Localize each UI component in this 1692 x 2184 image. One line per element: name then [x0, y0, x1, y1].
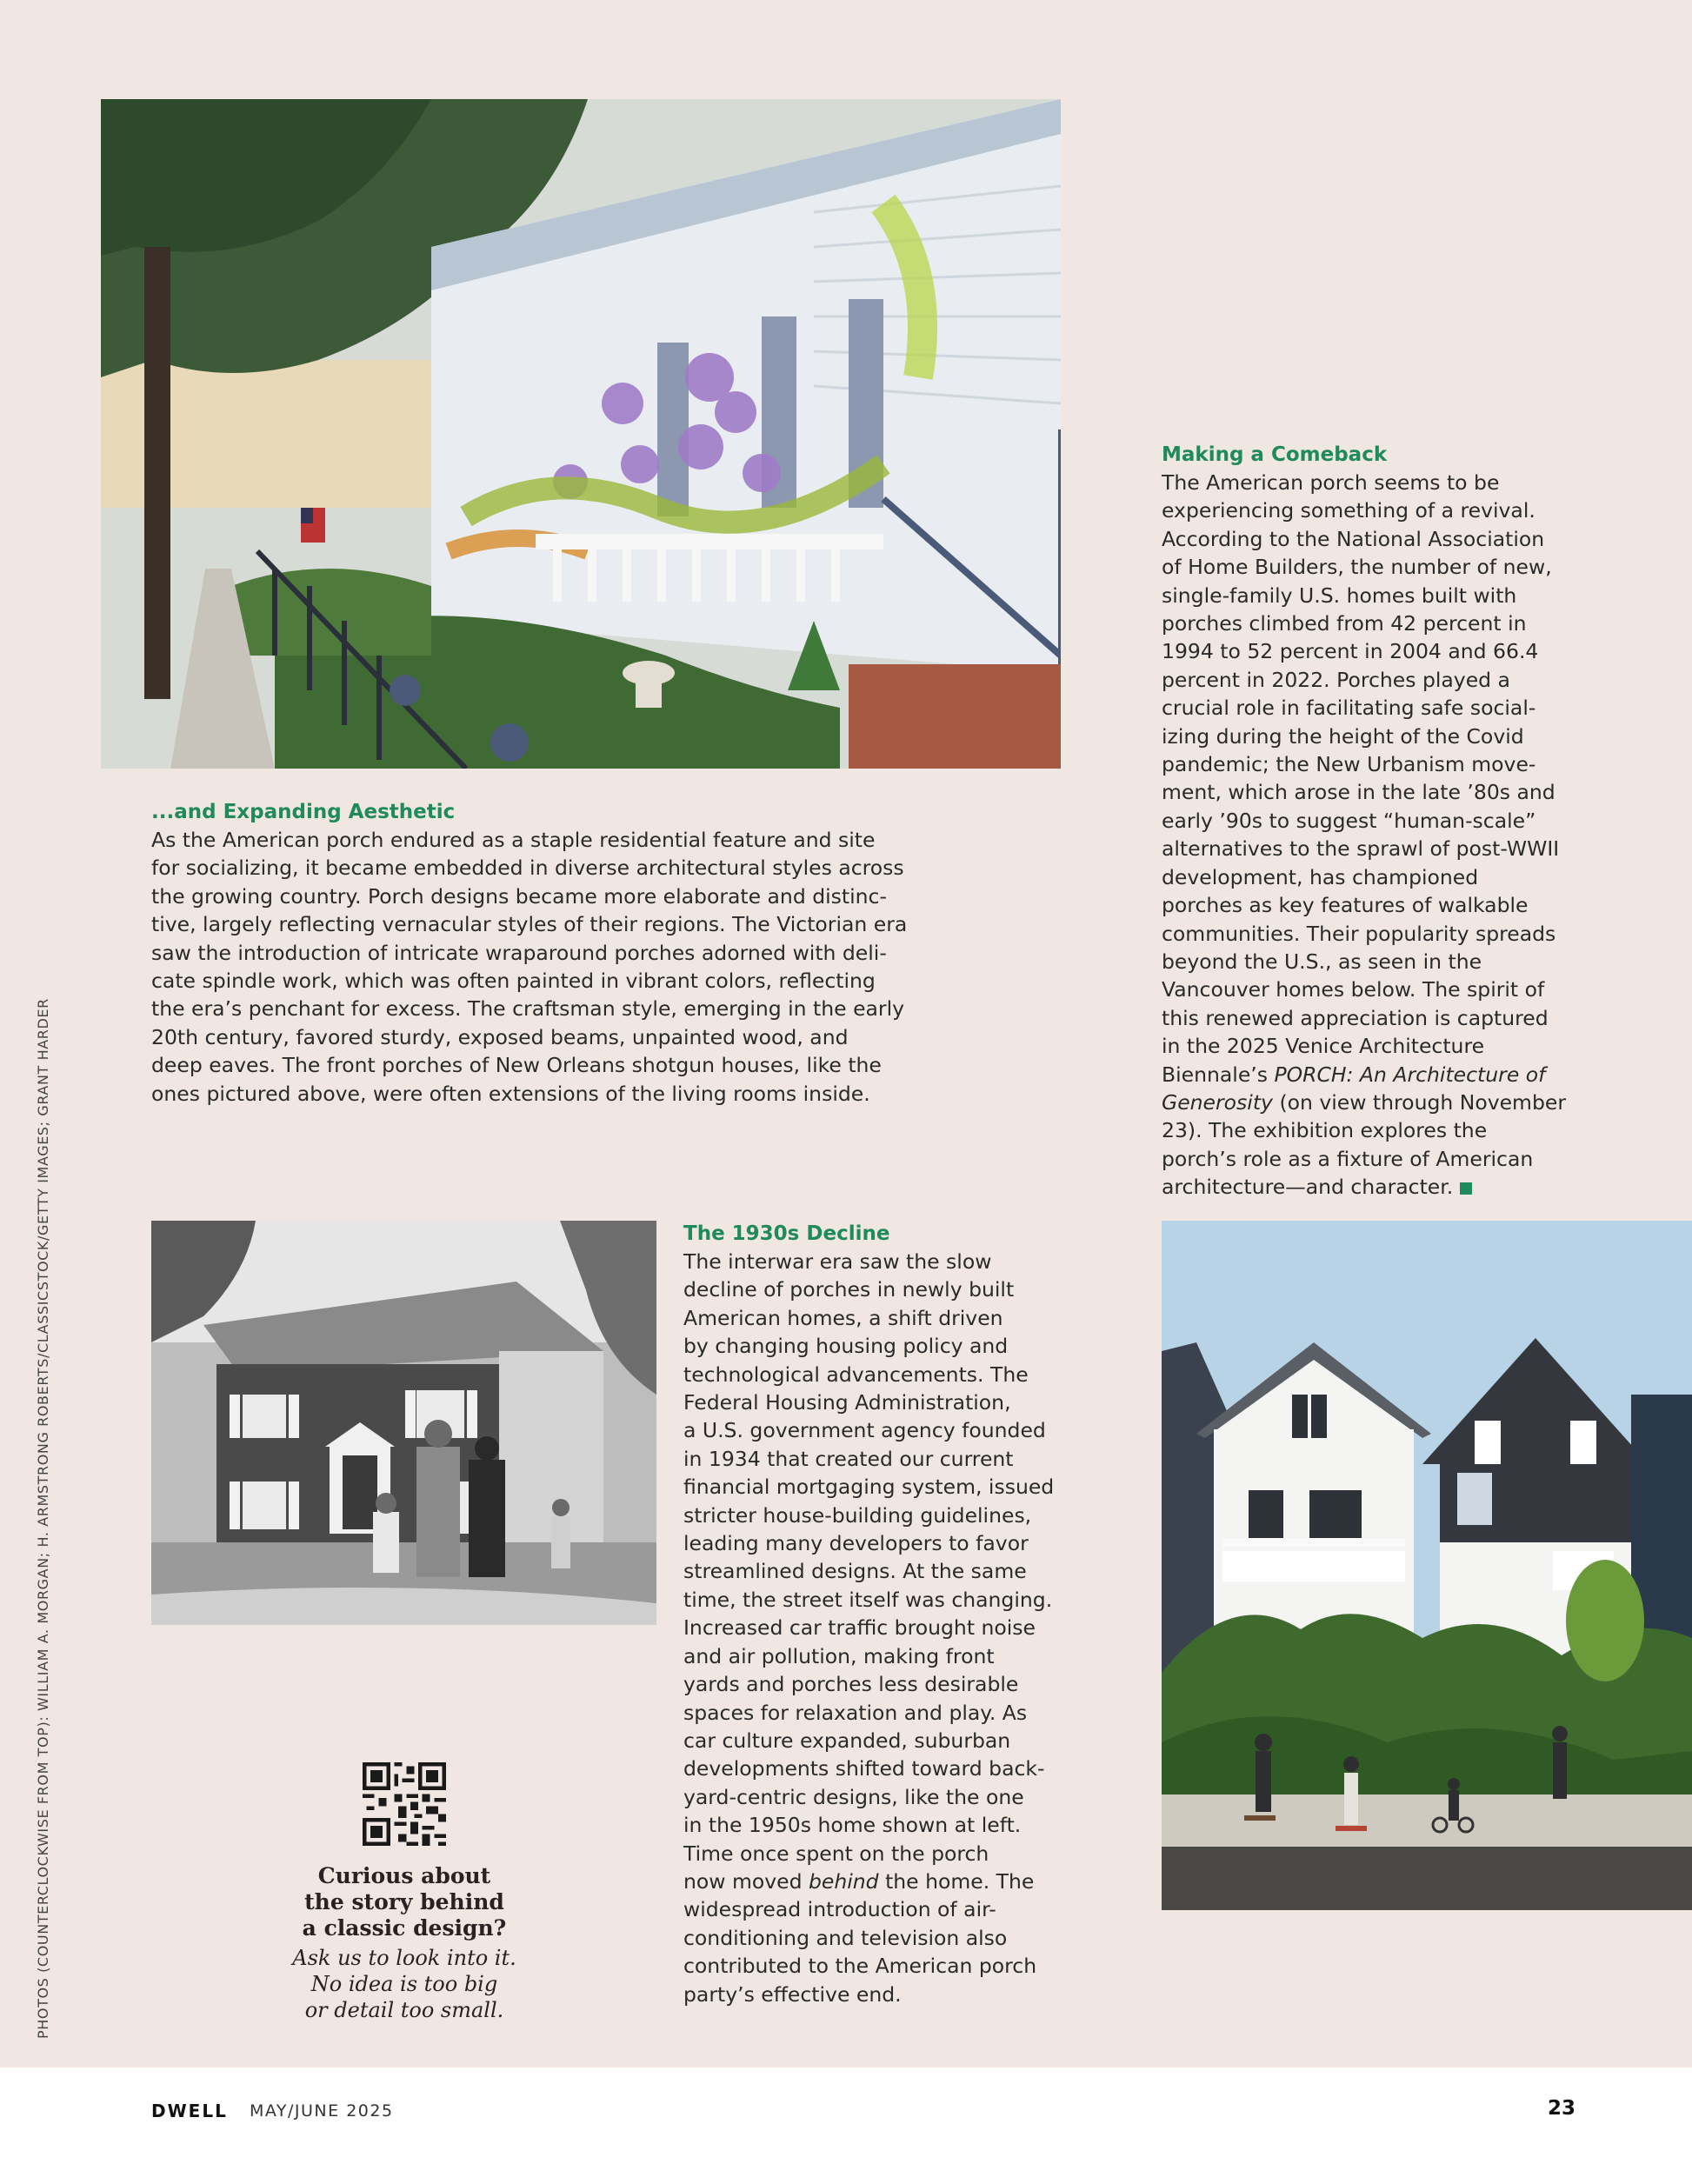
body-line: early ’90s to suggest “human-scale”	[1162, 808, 1536, 833]
section-body	[683, 1248, 1136, 2008]
body-text: architecture—and character.	[1162, 1175, 1454, 1200]
body-line: the growing country. Porch designs became more elaborate and distinc-	[151, 883, 887, 909]
body-line: beyond the U.S., as seen in the	[1162, 949, 1482, 974]
body-line: of Home Builders, the number of new,	[1162, 555, 1552, 580]
body-line: technological advancements. The	[683, 1362, 1029, 1387]
page-number: 23	[1548, 2097, 1576, 2120]
1930s-decline-section	[683, 1220, 1136, 2008]
body-line: streamlined designs. At the same	[683, 1559, 1027, 1584]
body-line: saw the introduction of intricate wraparound porches adorned with deli-	[151, 940, 887, 965]
body-line: ones pictured above, were often extensions of the living rooms inside.	[151, 1081, 870, 1106]
body-line: alternatives to the sprawl of post-WWII	[1162, 836, 1560, 862]
promo-answer-line: No idea is too big	[310, 1972, 498, 1996]
body-line: this renewed appreciation is captured	[1162, 1005, 1549, 1030]
body-line: financial mortgaging system, issued	[683, 1475, 1055, 1500]
body-line: in the 2025 Venice Architecture	[1162, 1034, 1485, 1059]
body-line: a U.S. government agency founded	[683, 1418, 1046, 1443]
body-line: spaces for relaxation and play. As	[683, 1700, 1028, 1725]
promo-answer-line: or detail too small.	[304, 1998, 504, 2022]
body-line: decline of porches in newly built	[683, 1277, 1015, 1302]
body-line: 20th century, favored sturdy, exposed beams, unpainted wood, and	[151, 1024, 849, 1049]
body-line: by changing housing policy and	[683, 1334, 1009, 1359]
body-line: widespread introduction of air-	[683, 1897, 996, 1922]
qr-code-icon[interactable]	[363, 1762, 446, 1846]
body-line: contributed to the American porch	[683, 1954, 1037, 1979]
promo-question-line: Curious about	[317, 1863, 491, 1888]
body-line: leading many developers to favor	[683, 1531, 1029, 1556]
body-line: the era’s penchant for excess. The craftsman style, emerging in the early	[151, 996, 905, 1022]
body-line: car culture expanded, suburban	[683, 1728, 1011, 1753]
body-line: conditioning and television also	[683, 1925, 1008, 1950]
body-line	[1162, 1173, 1614, 1201]
body-line: stricter house-building guidelines,	[683, 1502, 1032, 1528]
body-line: tive, largely reflecting vernacular styles of their regions. The Victorian era	[151, 912, 908, 937]
body-line: American homes, a shift driven	[683, 1305, 1003, 1330]
body-line: single-family U.S. homes built with	[1162, 583, 1517, 608]
body-line: porch’s role as a fixture of American	[1162, 1146, 1534, 1171]
body-text: Biennale’s	[1162, 1062, 1275, 1087]
body-line: pandemic; the New Urbanism move-	[1162, 752, 1536, 777]
body-line: Increased car traffic brought noise	[683, 1615, 1036, 1641]
making-a-comeback-section	[1162, 441, 1614, 1202]
section-heading: The 1930s Decline	[683, 1222, 890, 1245]
body-line: and air pollution, making front	[683, 1643, 995, 1668]
section-body	[1162, 469, 1614, 1202]
emphasis-text: behind	[808, 1868, 879, 1894]
body-line: porches as key features of walkable	[1162, 893, 1529, 918]
exhibition-title: Generosity	[1162, 1089, 1273, 1115]
body-line: time, the street itself was changing.	[683, 1587, 1053, 1612]
body-line: deep eaves. The front porches of New Orleans shotgun houses, like the	[151, 1053, 882, 1078]
body-line: percent in 2022. Porches played a	[1162, 667, 1510, 692]
footer-bar	[0, 2067, 1692, 2184]
body-line: izing during the height of the Covid	[1162, 723, 1524, 749]
body-line: The interwar era saw the slow	[683, 1249, 992, 1274]
promo-answer	[261, 1945, 548, 2023]
footer-brand: DWELL	[151, 2101, 228, 2121]
body-line: for socializing, it became embedded in diverse architectural styles across	[151, 856, 904, 881]
body-line: Time once spent on the porch	[683, 1841, 989, 1866]
body-line: development, has championed	[1162, 864, 1479, 889]
body-text: the home. The	[878, 1868, 1035, 1894]
1950s-home-photo	[151, 1221, 656, 1625]
body-line: yards and porches less desirable	[683, 1672, 1019, 1697]
body-text: now moved	[683, 1868, 809, 1894]
ask-us-promo	[261, 1863, 548, 2023]
body-line: communities. Their popularity spreads	[1162, 921, 1556, 946]
section-heading: ...and Expanding Aesthetic	[151, 801, 456, 823]
body-line: Vancouver homes below. The spirit of	[1162, 977, 1545, 1002]
promo-question-line: the story behind	[304, 1889, 504, 1914]
body-line	[1162, 1061, 1614, 1089]
body-line: porches climbed from 42 percent in	[1162, 611, 1527, 636]
body-line: in 1934 that created our current	[683, 1446, 1014, 1471]
body-line: in the 1950s home shown at left.	[683, 1813, 1022, 1838]
new-orleans-porches-photo	[101, 99, 1061, 769]
vancouver-homes-photo	[1162, 1221, 1692, 1910]
section-heading: Making a Comeback	[1162, 443, 1388, 466]
end-mark-icon	[1460, 1182, 1472, 1195]
photo-credit: PHOTOS (COUNTERCLOCKWISE FROM TOP): WILLIAM A. MORGAN; H. ARMSTRONG ROBERTS/CLASSICSTOCK/GETTY IMAGES; GRANT HARDER	[35, 998, 51, 2039]
promo-question	[261, 1863, 548, 1941]
body-line: yard-centric designs, like the one	[683, 1784, 1024, 1809]
exhibition-title: PORCH: An Architecture of	[1274, 1062, 1546, 1087]
body-line: 23). The exhibition explores the	[1162, 1118, 1488, 1143]
body-line: 1994 to 52 percent in 2004 and 66.4	[1162, 639, 1539, 664]
body-line	[1162, 1089, 1614, 1116]
body-line: Federal Housing Administration,	[683, 1390, 1011, 1415]
body-line: crucial role in facilitating safe social-	[1162, 696, 1536, 721]
footer-issue-date: MAY/JUNE 2025	[250, 2101, 394, 2121]
section-body	[151, 826, 934, 1108]
body-line	[683, 1868, 1136, 1895]
body-line: experiencing something of a revival.	[1162, 498, 1535, 523]
body-line: party’s effective end.	[683, 1981, 902, 2007]
body-line: cate spindle work, which was often painted in vibrant colors, reflecting	[151, 969, 876, 994]
body-line: As the American porch endured as a staple residential feature and site	[151, 828, 876, 852]
body-line: The American porch seems to be	[1162, 470, 1500, 495]
promo-answer-line: Ask us to look into it.	[292, 1946, 516, 1970]
body-line: developments shifted toward back-	[683, 1756, 1045, 1781]
body-text: (on view through November	[1272, 1089, 1566, 1115]
body-line: ment, which arose in the late ’80s and	[1162, 780, 1555, 805]
body-line: According to the National Association	[1162, 526, 1545, 551]
expanding-aesthetic-section	[151, 798, 934, 1108]
promo-question-line: a classic design?	[302, 1915, 507, 1941]
